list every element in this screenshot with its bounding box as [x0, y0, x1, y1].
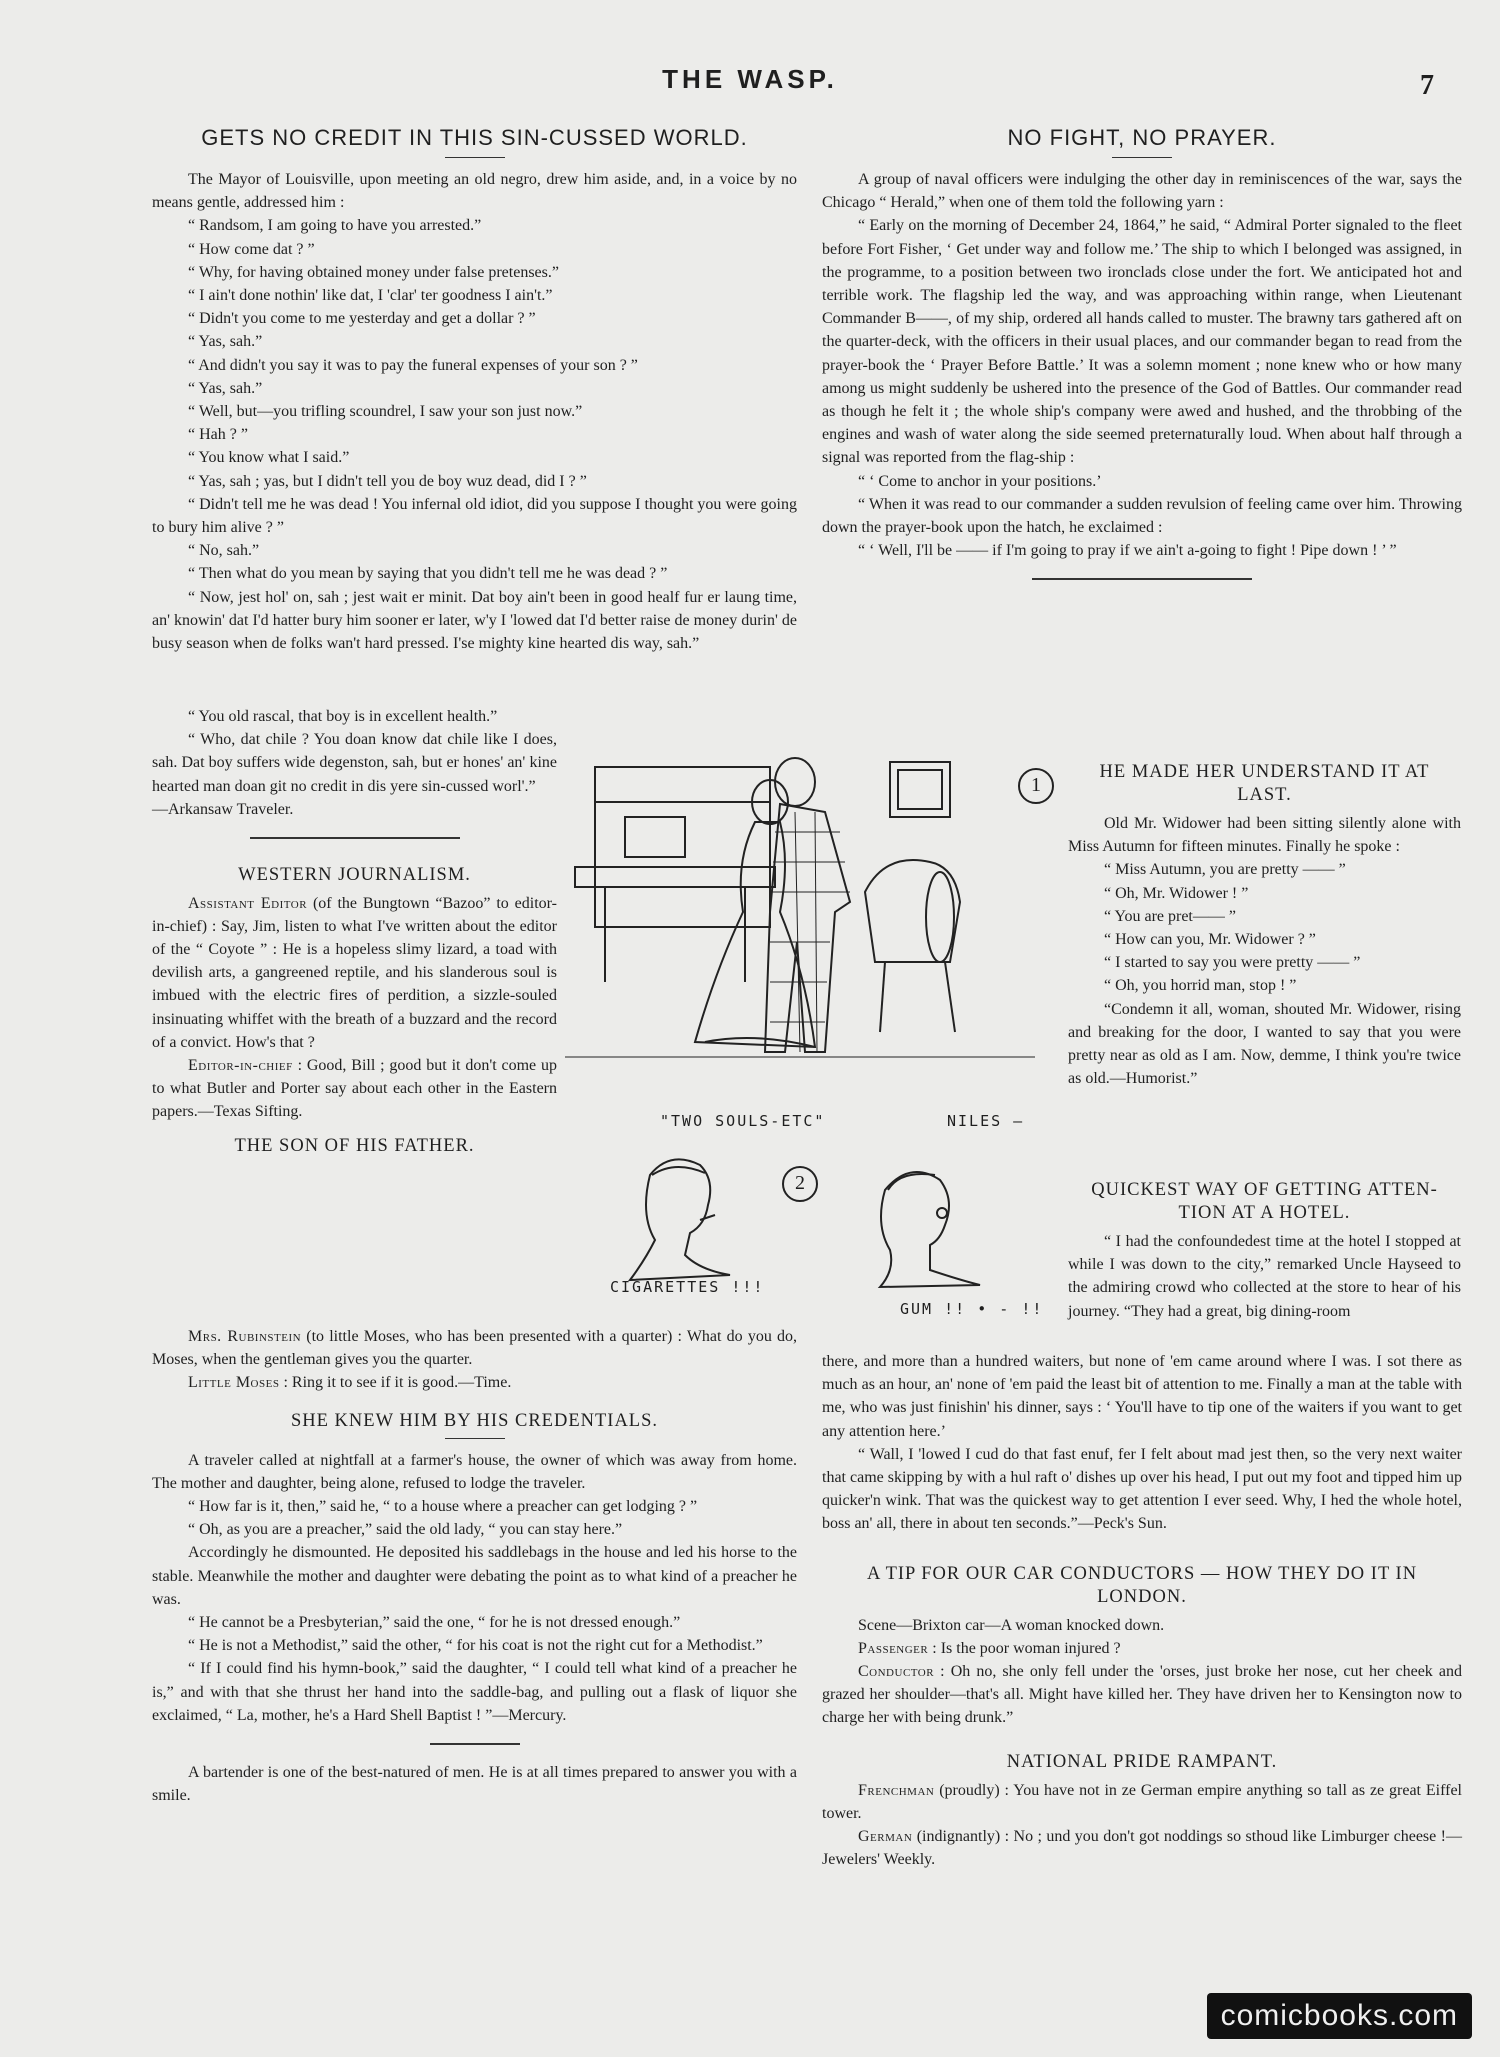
headline-hotel-2: TION AT A HOTEL. [1178, 1203, 1351, 1223]
journalism-para: Assistant Editor (of the Bungtown “Bazoo” to editor-in-chief) : Say, Jim, listen to what I've written about the editor of the “ Coyote ” : He is a hopeless slimy lizard, a toad with devilish arts, a gangreened reptile, and his slanderous soul is imbued with the electric fires of perdition, a sizzle-souled insinuating whiffet with the breath of a buzzard and the record of a convict. How's that ? [152, 894, 558, 1051]
right-column [822, 125, 1462, 596]
speaker: Little Moses [188, 1374, 280, 1392]
credit-para: “ Hah ? ” [188, 426, 248, 444]
right-narrow-column-2 [1068, 1170, 1461, 1323]
artist-signature: NILES — [947, 1112, 1025, 1130]
caption-cigarettes: CIGARETTES !!! [610, 1278, 765, 1296]
understand-para: “ How can you, Mr. Widower ? ” [1104, 931, 1316, 949]
journalism-para: Editor-in-chief : Good, Bill ; good but it don't come up to what Butler and Porter say about each other in the Eastern papers.—Texas Sifting. [152, 1056, 557, 1121]
two-heads-drawing [590, 1145, 1050, 1325]
prayer-para: “ When it was read to our commander a sudden revulsion of feeling came over him. Throwing down the prayer-book upon the hatch, he exclaimed : [822, 495, 1462, 537]
prayer-para: “ Early on the morning of December 24, 1864,” he said, “ Admiral Porter signaled to the fleet before Fort Fisher, ‘ Get under way and follow me.’ The ship to which I belonged was assigned, in the programme, to a position between two ironclads close under the fort. We anticipated hot and terrible work. The flagship led the way, and was approaching within range, when Lieutenant Commander B——, of my ship, ordered all hands called to muster. The brawny tars gathered aft on the quarter-deck, with the officers in their usual places, and our commander began to read from the prayer-book the ‘ Prayer Before Battle.’ It was a solemn moment ; none knew who or how many among us might suddenly be ushered into the presence of the God of Battles. Our commander read as though he felt it ; the whole ship's company were awed and hushed, and the throbbing of the engines and wash of water along the side seemed preternaturally loud. When about half through a signal was reported from the flag-ship : [822, 217, 1462, 467]
credentials-para: Accordingly he dismounted. He deposited his saddlebags in the house and led his horse to the stable. Meanwhile the mother and daughter were debating the point as to what kind of a preacher he was. [152, 1544, 797, 1608]
left-narrow-column [152, 705, 557, 1163]
headline-no-fight: NO FIGHT, NO PRAYER. [1007, 125, 1277, 150]
speaker: Frenchman [858, 1781, 935, 1799]
credit-para: “ Yas, sah.” [188, 333, 263, 351]
pride-para: Frenchman (proudly) : You have not in ze German empire anything so tall as ze great Eiffel tower. [822, 1781, 1462, 1822]
headline-conductors: A TIP FOR OUR CAR CONDUCTORS — HOW THEY DO IT IN [866, 1563, 1418, 1584]
son-para: Mrs. Rubinstein (to little Moses, who has been presented with a quarter) : What do you do, Moses, when the gentleman gives you the quarter. [152, 1328, 798, 1369]
credit-para: “ Didn't you come to me yesterday and get a dollar ? ” [188, 310, 536, 328]
credit-para: “ Why, for having obtained money under false pretenses.” [188, 263, 559, 281]
headline-son-of-his-father: THE SON OF HIS FATHER. [234, 1135, 475, 1156]
divider [430, 1743, 520, 1745]
illustration-cigarettes-gum [590, 1145, 1050, 1325]
credentials-para: “ He is not a Methodist,” said the other, “ for his coat is not the right cut for a Methodist.” [188, 1637, 763, 1655]
speaker: Editor-in-chief [188, 1056, 293, 1074]
credit-para: “ Randsom, I am going to have you arrested.” [188, 217, 482, 235]
credit-para: “ Well, but—you trifling scoundrel, I saw your son just now.” [188, 403, 583, 421]
masthead: THE WASP. [662, 64, 838, 94]
conductors-para: Conductor : Oh no, she only fell under the 'orses, just broke her nose, cut her cheek and grazed her shoulder—that's all. Might have killed her. They have driven her to Kensington now to charge her with being drunk.” [822, 1663, 1462, 1727]
watermark-logo: comicbooks.com [1207, 1993, 1472, 2039]
headline-credentials: SHE KNEW HIM BY HIS CREDENTIALS. [290, 1410, 659, 1431]
divider [1032, 578, 1252, 580]
credit-para: “ Didn't tell me he was dead ! You infernal old idiot, did you suppose I thought you were going to bury him alive ? ” [152, 495, 797, 537]
credit-para: “ Yas, sah ; yas, but I didn't tell you de boy wuz dead, did I ? ” [188, 472, 587, 490]
speaker: Mrs. Rubinstein [188, 1328, 302, 1345]
credit-para-narrow: “ You old rascal, that boy is in excellent health.” [188, 708, 498, 725]
illustration-two-souls [565, 742, 1035, 1072]
credit-para: The Mayor of Louisville, upon meeting an old negro, drew him aside, and, in a voice by no means gentle, addressed him : [152, 171, 797, 212]
bartender-para: A bartender is one of the best-natured of men. He is at all times prepared to answer you with a smile. [152, 1763, 797, 1804]
hotel-para: there, and more than a hundred waiters, but none of 'em came around where I was. I sot there as much as an hour, an' none of 'em paid the least bit of attention to me. Finally a man at the table with me, who was just finishin' his dinner, says : ‘ You'll have to tip one of the waiters if you want to get any attention here.’ [822, 1353, 1462, 1440]
prayer-para: A group of naval officers were indulging the other day in reminiscences of the war, says the Chicago “ Herald,” when one of them told the following yarn : [822, 171, 1462, 212]
credit-para: “ Then what do you mean by saying that you didn't tell me he was dead ? ” [188, 565, 668, 583]
credit-para: “ No, sah.” [188, 542, 260, 560]
understand-para: Old Mr. Widower had been sitting silently alone with Miss Autumn for fifteen minutes. Finally he spoke : [1068, 815, 1461, 856]
left-column [152, 125, 797, 655]
speaker: Passenger [858, 1639, 929, 1657]
divider [250, 837, 460, 839]
left-lower-column [152, 1325, 797, 1807]
pride-para: German (indignantly) : No ; und you don't got noddings so sthoud like Limburger cheese !—Jewelers' Weekly. [822, 1828, 1462, 1869]
credentials-para: A traveler called at nightfall at a farmer's house, the owner of which was away from home. The mother and daughter, being alone, refused to lodge the traveler. [152, 1451, 797, 1492]
conductors-scene: Scene—Brixton car—A woman knocked down. [858, 1616, 1165, 1634]
headline-gets-no-credit: GETS NO CREDIT IN THIS SIN-CUSSED WORLD. [201, 125, 748, 150]
credit-para: “ You know what I said.” [188, 449, 350, 467]
prayer-para: “ ‘ Come to anchor in your positions.’ [858, 472, 1102, 490]
speaker: German [858, 1828, 913, 1846]
credit-para: “ Now, jest hol' on, sah ; jest wait er minit. Dat boy ain't been in good healf fur er laung time, an' knowin' dat I'd hatter bury him sooner er later, w'y I 'lowed dat I'd better raise de money durin' de busy season when de folks wan't hard pressed. I'se mighty kine hearted dis way, sah.” [152, 588, 797, 653]
credentials-para: “ If I could find his hymn-book,” said the daughter, “ I could tell what kind of a preacher he is,” and with that she thrust her hand into the saddle-bag, and pulling out a flask of liquor she exclaimed, “ La, mother, he's a Hard Shell Baptist ! ”—Mercury. [152, 1660, 797, 1724]
headline-hotel: QUICKEST WAY OF GETTING ATTEN- [1091, 1180, 1438, 1200]
credit-para: “ And didn't you say it was to pay the funeral expenses of your son ? ” [188, 356, 638, 374]
understand-para: “Condemn it all, woman, shouted Mr. Widower, rising and breaking for the door, I wanted to say that you were pretty near as old as I am. Now, demme, I think you're twice as old.—Humorist.” [1068, 1000, 1461, 1088]
credit-para-narrow: “ Who, dat chile ? You doan know dat chile like I does, sah. Dat boy suffers wide degenston, sah, but er hones' an' kine hearted man doan git no credit in dis yere sin-cussed worl'.” [152, 731, 557, 795]
son-para: Little Moses : Ring it to see if it is good.—Time. [188, 1374, 512, 1392]
right-narrow-column-1 [1068, 758, 1461, 1090]
prayer-para: “ ‘ Well, I'll be —— if I'm going to pray if we ain't a-going to fight ! Pipe down ! ’ ” [858, 542, 1397, 560]
headline-conductors-2: LONDON. [1097, 1586, 1187, 1607]
credit-para: “ How come dat ? ” [188, 240, 315, 258]
illustration-marker-1: 1 [1018, 768, 1054, 804]
hotel-para-narrow: “ I had the confoundedest time at the hotel I stopped at while I was down to the city,” remarked Uncle Hayseed to the admiring crowd who collected at the store to hear of his journey. “They had a great, big dining-room [1068, 1233, 1461, 1320]
credentials-para: “ He cannot be a Presbyterian,” said the one, “ for he is not dressed enough.” [188, 1614, 681, 1632]
divider [445, 1438, 505, 1439]
caption-two-souls: "TWO SOULS-ETC" [660, 1112, 826, 1130]
understand-para: “ You are pret—— ” [1104, 907, 1236, 925]
headline-national-pride: NATIONAL PRIDE RAMPANT. [1006, 1751, 1278, 1772]
divider [445, 157, 505, 158]
conductors-para: Passenger : Is the poor woman injured ? [858, 1639, 1121, 1657]
divider [1112, 157, 1172, 158]
speaker: Conductor [858, 1663, 935, 1681]
understand-para: “ Oh, you horrid man, stop ! ” [1104, 977, 1297, 995]
hotel-para: “ Wall, I 'lowed I cud do that fast enuf, fer I felt about mad jest then, so the very next waiter that came skipping by with a hul raft o' dishes up over his head, I put out my foot and tipped him up quicker'n wink. That was the quickest way to get attention I ever seed. Why, I hed the whole hotel, boss an' all, there in about ten seconds.”—Peck's Sun. [822, 1445, 1462, 1533]
credentials-para: “ Oh, as you are a preacher,” said the old lady, “ you can stay here.” [188, 1521, 623, 1539]
credit-para: “ I ain't done nothin' like dat, I 'clar' ter goodness I ain't.” [188, 287, 553, 305]
understand-para: “ Oh, Mr. Widower ! ” [1104, 884, 1249, 902]
headline-understand: HE MADE HER UNDERSTAND IT AT [1099, 762, 1430, 782]
couple-piano-drawing [565, 742, 1035, 1072]
credit-attribution: —Arkansaw Traveler. [152, 800, 294, 818]
page-number: 7 [1420, 70, 1434, 101]
caption-gum: GUM !! • - !! [900, 1300, 1044, 1318]
right-lower-column [822, 1350, 1462, 1871]
headline-western-journalism: WESTERN JOURNALISM. [238, 864, 471, 885]
credentials-para: “ How far is it, then,” said he, “ to a house where a preacher can get lodging ? ” [188, 1498, 698, 1516]
credit-para: “ Yas, sah.” [188, 379, 263, 397]
speaker: Assistant Editor [188, 894, 308, 912]
understand-para: “ Miss Autumn, you are pretty —— ” [1104, 861, 1346, 879]
illustration-marker-2: 2 [782, 1166, 818, 1202]
headline-understand-2: LAST. [1237, 785, 1292, 805]
understand-para: “ I started to say you were pretty —— ” [1104, 954, 1361, 972]
